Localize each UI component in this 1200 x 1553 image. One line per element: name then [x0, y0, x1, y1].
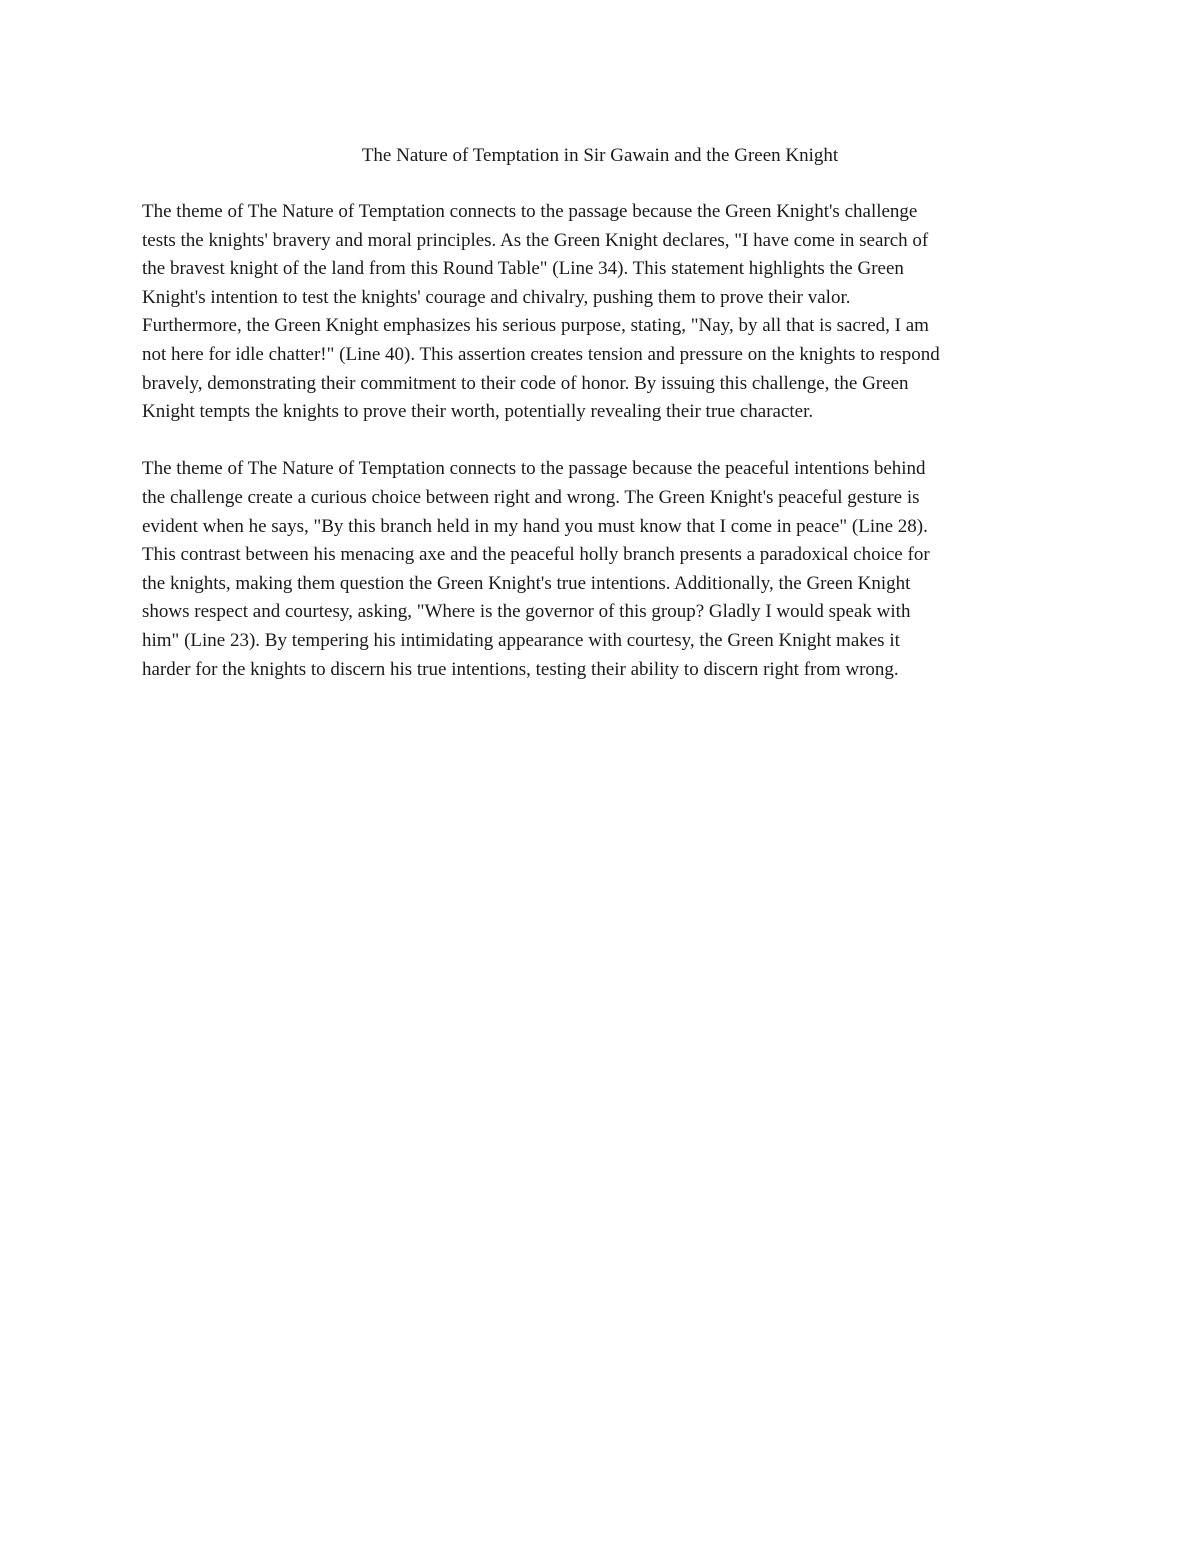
paragraph-line: the bravest knight of the land from this Round Table" (Line 34). This statement highlights the Green — [142, 258, 904, 280]
document-body — [142, 198, 1060, 713]
paragraph-line: Furthermore, the Green Knight emphasizes his serious purpose, stating, "Nay, by all that is sacred, I am — [142, 315, 929, 337]
paragraph-line: shows respect and courtesy, asking, "Where is the governor of this group? Gladly I would speak with — [142, 601, 911, 623]
paragraph-line: Knight tempts the knights to prove their worth, potentially revealing their true character. — [142, 401, 814, 423]
paragraph-line: Knight's intention to test the knights' courage and chivalry, pushing them to prove their valor. — [142, 286, 851, 308]
paragraph-2 — [142, 455, 1060, 684]
paragraph-line: evident when he says, "By this branch held in my hand you must know that I come in peace" (Line 28). — [142, 515, 928, 537]
paragraph-line: the knights, making them question the Green Knight's true intentions. Additionally, the Green Knight — [142, 572, 911, 594]
paragraph-line: harder for the knights to discern his true intentions, testing their ability to discern right from wrong. — [142, 658, 899, 680]
paragraph-1 — [142, 198, 1060, 427]
paragraph-line: This contrast between his menacing axe and the peaceful holly branch presents a paradoxical choice for — [142, 544, 930, 566]
paragraph-line: the challenge create a curious choice between right and wrong. The Green Knight's peaceful gesture is — [142, 486, 920, 508]
paragraph-line: not here for idle chatter!" (Line 40). This assertion creates tension and pressure on the knights to respond — [142, 343, 940, 365]
paragraph-line: bravely, demonstrating their commitment to their code of honor. By issuing this challenge, the Green — [142, 372, 909, 394]
paragraph-line: tests the knights' bravery and moral principles. As the Green Knight declares, "I have come in search of — [142, 229, 929, 251]
paragraph-line: The theme of The Nature of Temptation connects to the passage because the peaceful intentions behind — [142, 458, 926, 480]
document-title: The Nature of Temptation in Sir Gawain and the Green Knight — [361, 145, 839, 166]
paragraph-line: him" (Line 23). By tempering his intimidating appearance with courtesy, the Green Knight makes it — [142, 629, 900, 651]
paragraph-line: The theme of The Nature of Temptation connects to the passage because the Green Knight's challenge — [142, 201, 918, 222]
